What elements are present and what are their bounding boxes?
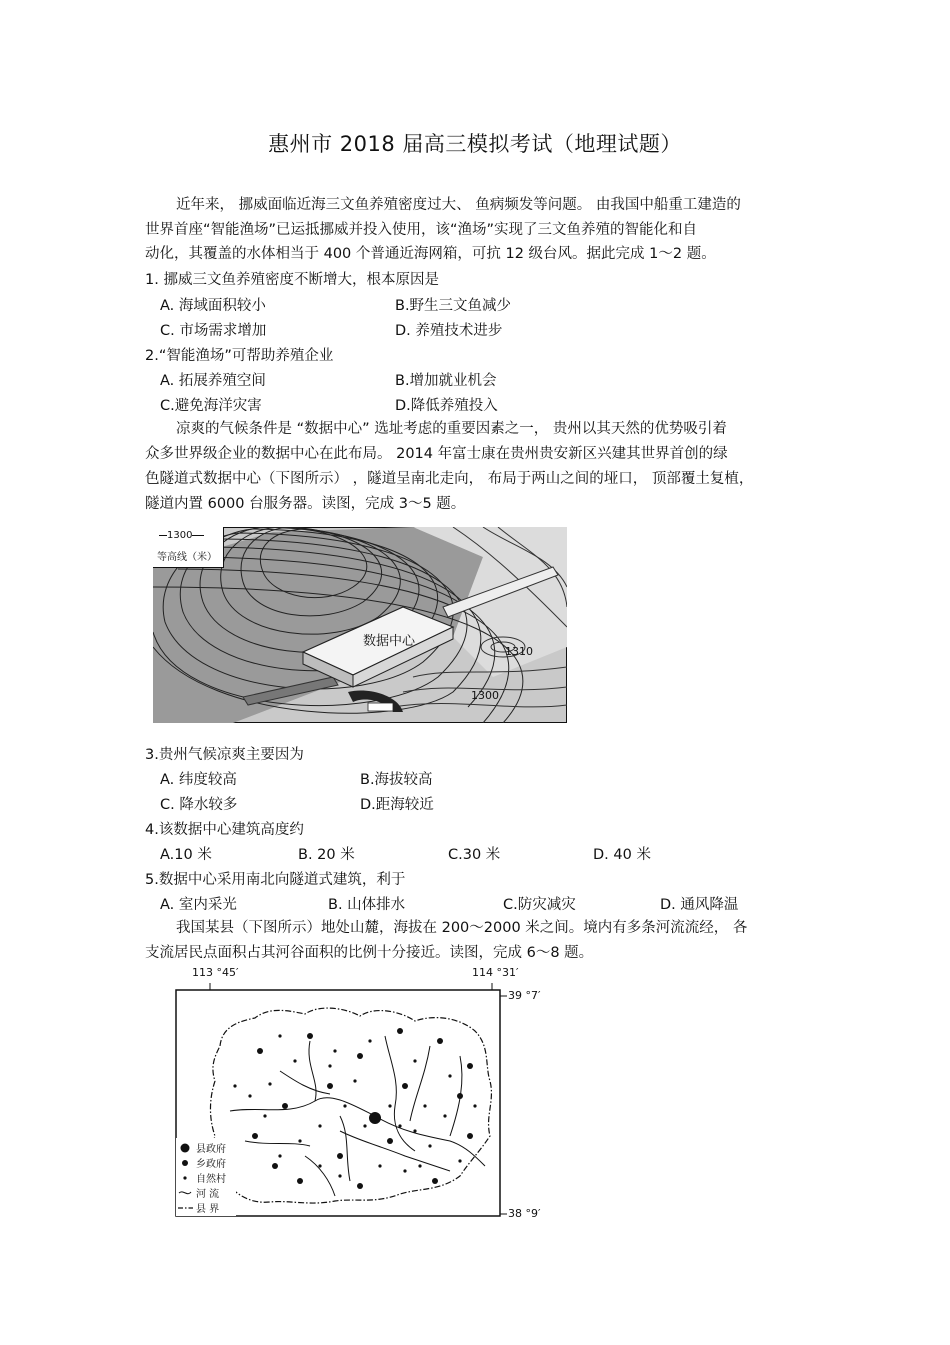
contour-legend-box xyxy=(153,527,224,568)
q2-option-a: A. 拓展养殖空间 xyxy=(160,373,266,389)
q1-option-b: B.野生三文鱼减少 xyxy=(395,298,512,314)
lat-label-bottom: 38 °9′ xyxy=(508,1207,541,1220)
q2-option-d: D.降低养殖投入 xyxy=(395,398,498,414)
legend-township: 乡政府 xyxy=(196,1159,226,1170)
data-center-label: 数据中心 xyxy=(363,634,416,649)
intro3-line-2: 支流居民点面积占其河谷面积的比例十分接近。读图，完成 6～8 题。 xyxy=(145,945,594,961)
q3-stem: 3.贵州气候凉爽主要因为 xyxy=(145,747,304,763)
q2-option-b: B.增加就业机会 xyxy=(395,373,497,389)
lon-label-left: 113 °45′ xyxy=(192,966,239,979)
intro3-line-1: 我国某县（下图所示）地处山麓，海拔在 200～2000 米之间。境内有多条河流流经， 各 xyxy=(176,920,748,936)
legend-village: 自然村 xyxy=(196,1174,226,1185)
legend-contour-value: 1300 xyxy=(159,530,204,541)
lat-label-top: 39 °7′ xyxy=(508,989,541,1002)
q5-option-b: B. 山体排水 xyxy=(328,897,406,913)
data-center-contour-figure xyxy=(153,527,567,723)
intro2-line-1: 凉爽的气候条件是 “数据中心” 选址考虑的重要因素之一， 贵州以其天然的优势吸引着 xyxy=(176,421,727,437)
q3-option-b: B.海拔较高 xyxy=(360,772,433,788)
q1-option-a: A. 海域面积较小 xyxy=(160,298,266,314)
county-map-figure xyxy=(160,966,560,1228)
lon-label-right: 114 °31′ xyxy=(472,966,519,979)
q4-option-a: A.10 米 xyxy=(160,847,212,863)
q2-option-c: C.避免海洋灾害 xyxy=(160,398,262,414)
intro1-line-3: 动化，其覆盖的水体相当于 400 个普通近海网箱，可抗 12 级台风。据此完成 1～2 题。 xyxy=(145,246,716,262)
q5-option-a: A. 室内采光 xyxy=(160,897,237,913)
q5-option-c: C.防灾减灾 xyxy=(503,897,576,913)
intro1-line-2: 世界首座“智能渔场”已运抵挪威并投入使用，该“渔场”实现了三文鱼养殖的智能化和自 xyxy=(145,222,698,238)
q1-option-c: C. 市场需求增加 xyxy=(160,323,267,339)
intro1-line-1: 近年来， 挪威面临近海三文鱼养殖密度过大、 鱼病频发等问题。 由我国中船重工建造的 xyxy=(176,197,741,213)
q2-stem: 2.“智能渔场”可帮助养殖企业 xyxy=(145,348,334,364)
intro2-line-4: 隧道内置 6000 台服务器。读图，完成 3～5 题。 xyxy=(145,496,466,512)
legend-river: 河 流 xyxy=(196,1189,220,1200)
contour-label-1300: 1300 xyxy=(471,689,499,702)
legend-county-seat: 县政府 xyxy=(196,1144,226,1155)
q5-stem: 5.数据中心采用南北向隧道式建筑，利于 xyxy=(145,872,406,888)
intro2-line-3: 色隧道式数据中心（下图所示） ，隧道呈南北走向， 布局于两山之间的垭口， 顶部覆土复植， xyxy=(145,471,754,487)
q4-option-d: D. 40 米 xyxy=(593,847,651,863)
q1-option-d: D. 养殖技术进步 xyxy=(395,323,503,339)
intro2-line-2: 众多世界级企业的数据中心在此布局。 2014 年富士康在贵州贵安新区兴建其世界首创的绿 xyxy=(145,446,728,462)
page-title: 惠州市 2018 届高三模拟考试（地理试题） xyxy=(268,132,682,156)
q4-option-c: C.30 米 xyxy=(448,847,501,863)
q1-stem: 1. 挪威三文鱼养殖密度不断增大，根本原因是 xyxy=(145,272,439,288)
q3-option-c: C. 降水较多 xyxy=(160,797,238,813)
q3-option-d: D.距海较近 xyxy=(360,797,434,813)
contour-label-1310: 1310 xyxy=(505,645,533,658)
q4-option-b: B. 20 米 xyxy=(298,847,355,863)
q3-option-a: A. 纬度较高 xyxy=(160,772,237,788)
legend-contour-label: 等高线（米） xyxy=(157,552,217,563)
q5-option-d: D. 通风降温 xyxy=(660,897,739,913)
q4-stem: 4.该数据中心建筑高度约 xyxy=(145,822,304,838)
legend-county-border: 县 界 xyxy=(196,1204,220,1215)
county-map-graphic xyxy=(160,966,560,1228)
